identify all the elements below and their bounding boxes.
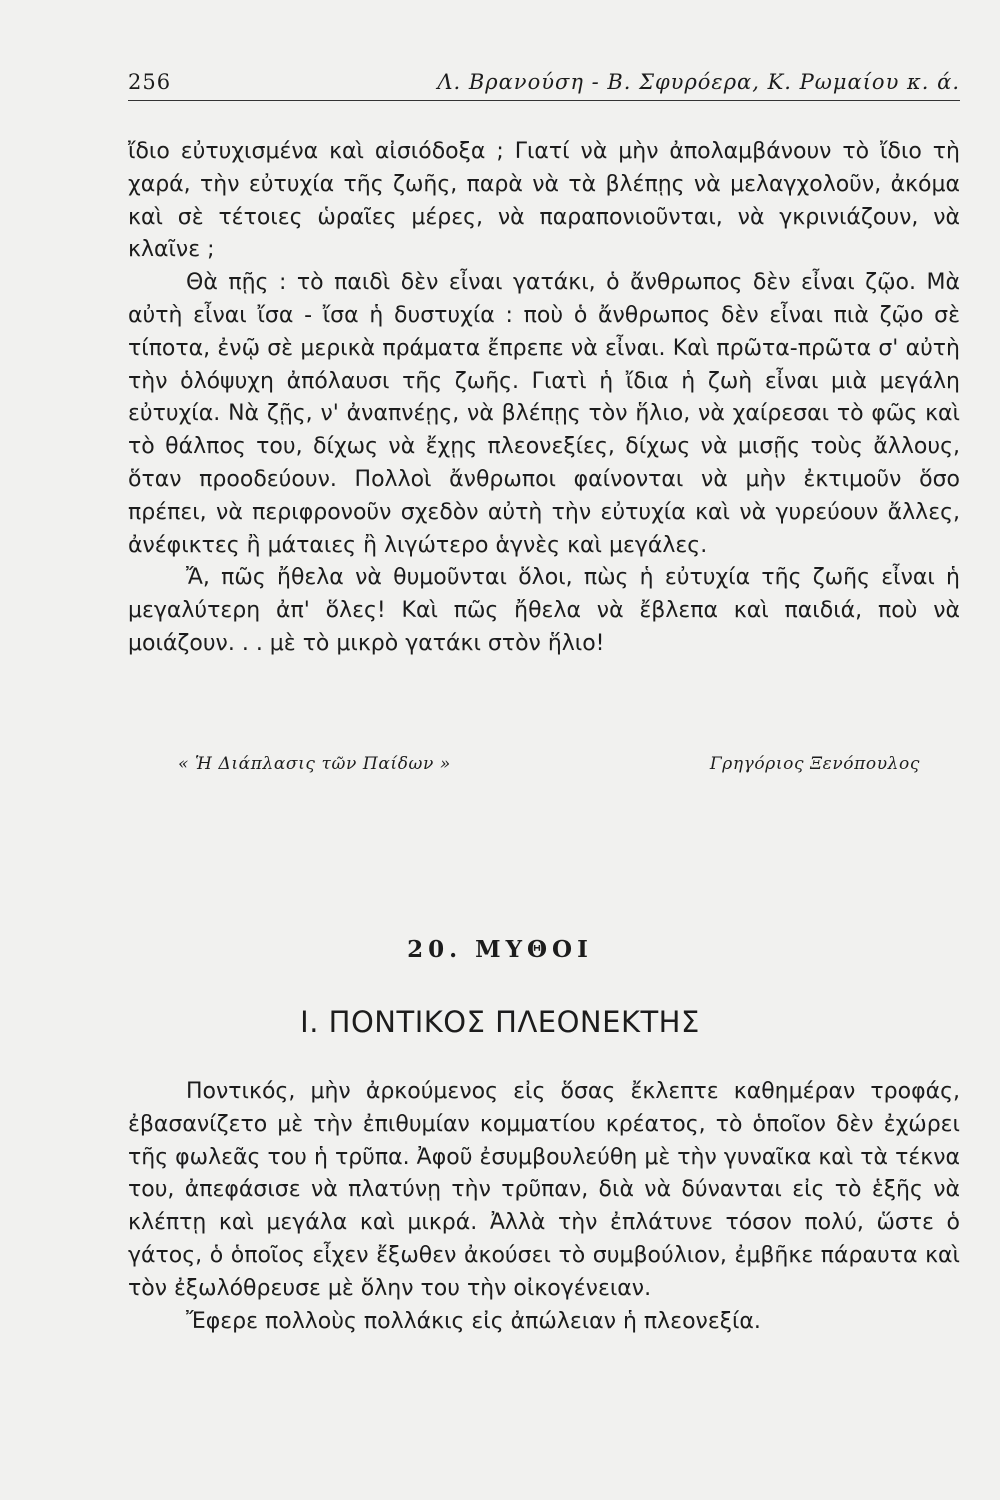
essay-paragraph: Ἄ, πῶς ἤθελα νὰ θυμοῦνται ὅλοι, πὼς ἡ εὐτυχία τῆς ζωῆς εἶναι ἡ μεγαλύτερη ἀπ' ὅλες! Καὶ πῶς ἤθελα νὰ ἔβλεπα καὶ παιδιά, ποὺ νὰ μοιάζουν. . . μὲ τὸ μικρὸ γατάκι στὸν ἥλιο! <box>128 565 960 656</box>
fable-title: Ι. ΠΟΝΤΙΚΟΣ ΠΛΕΟΝΕΚΤΗΣ <box>300 1005 700 1039</box>
essay-text <box>128 136 960 661</box>
page-number: 256 <box>128 70 172 94</box>
fable-moral: Ἔφερε πολλοὺς πολλάκις εἰς ἀπώλειαν ἡ πλεονεξία. <box>186 1308 761 1334</box>
running-head: Λ. Βρανούση - Β. Σφυρόερα, Κ. Ρωμαίου κ. ά. <box>437 70 960 94</box>
page-header <box>128 70 960 101</box>
attribution <box>178 754 920 784</box>
essay-paragraph: Θὰ πῇς : τὸ παιδὶ δὲν εἶναι γατάκι, ὁ ἄνθρωπος δὲν εἶναι ζῷο. Μὰ αὐτὴ εἶναι ἴσα - ἴσα ἡ δυστυχία : ποὺ ὁ ἄνθρωπος δὲν εἶναι πιὰ ζῷο σὲ τίποτα, ἐνῷ σὲ μερικὰ πράματα ἔπρεπε νὰ εἶναι. Καὶ πρῶτα-πρῶτα σ' αὐτὴ τὴν ὁλόψυχη ἀπόλαυσι τῆς ζωῆς. Γιατὶ ἡ ἴδια ἡ ζωὴ εἶναι μιὰ μεγάλη εὐτυχία. Νὰ ζῇς, ν' ἀναπνέῃς, νὰ βλέπῃς τὸν ἥλιο, νὰ χαίρεσαι τὸ φῶς καὶ τὸ θάλπος του, δίχως νὰ ἔχῃς πλεονεξίες, δίχως νὰ μισῇς τοὺς ἄλλους, ὅταν προοδεύουν. Πολλοὶ ἄνθρωποι φαίνονται νὰ μὴν ἐκτιμοῦν ὅσο πρέπει, νὰ περιφρονοῦν σχεδὸν αὐτὴ τὴν εὐτυχία καὶ νὰ γυρεύουν ἄλλες, ἀνέφικτες ἢ μάταιες ἢ λιγώτερο ἁγνὲς καὶ μεγάλες. <box>128 270 960 558</box>
attribution-author: Γρηγόριος Ξενόπουλος <box>709 754 920 774</box>
section-title: 20. ΜΥΘΟΙ <box>407 936 593 963</box>
essay-paragraph: ἴδιο εὐτυχισμένα καὶ αἰσιόδοξα ; Γιατί νὰ μὴν ἀπολαμβάνουν τὸ ἴδιο τὴ χαρά, τὴν εὐτυχία τῆς ζωῆς, παρὰ νὰ τὰ βλέπῃς νὰ μελαγχολοῦν, ἀκόμα καὶ σὲ τέτοιες ὡραῖες μέρες, νὰ παραπονιοῦνται, νὰ γκρινιάζουν, νὰ κλαῖνε ; <box>128 139 960 263</box>
attribution-source: « Ἡ Διάπλασις τῶν Παίδων » <box>178 754 451 774</box>
fable-paragraph: Ποντικός, μὴν ἀρκούμενος εἰς ὅσας ἔκλεπτε καθημέραν τροφάς, ἐβασανίζετο μὲ τὴν ἐπιθυμίαν κομματίου κρέατος, τὸ ὁποῖον δὲν ἐχώρει τῆς φωλεᾶς του ἡ τρῦπα. Ἀφοῦ ἐσυμβουλεύθη μὲ τὴν γυναῖκα καὶ τὰ τέκνα του, ἀπεφάσισε νὰ πλατύνῃ τὴν τρῦπαν, διὰ νὰ δύνανται εἰς τὸ ἑξῆς νὰ κλέπτῃ καὶ μεγάλα καὶ μικρά. Ἀλλὰ τὴν ἐπλάτυνε τόσον πολύ, ὥστε ὁ γάτος, ὁ ὁποῖος εἶχεν ἔξωθεν ἀκούσει τὸ συμβούλιον, ἐμβῆκε πάραυτα καὶ τὸν ἐξωλόθρευσε μὲ ὅλην του τὴν οἰκογένειαν. <box>128 1079 960 1301</box>
fable-text <box>128 1076 960 1338</box>
